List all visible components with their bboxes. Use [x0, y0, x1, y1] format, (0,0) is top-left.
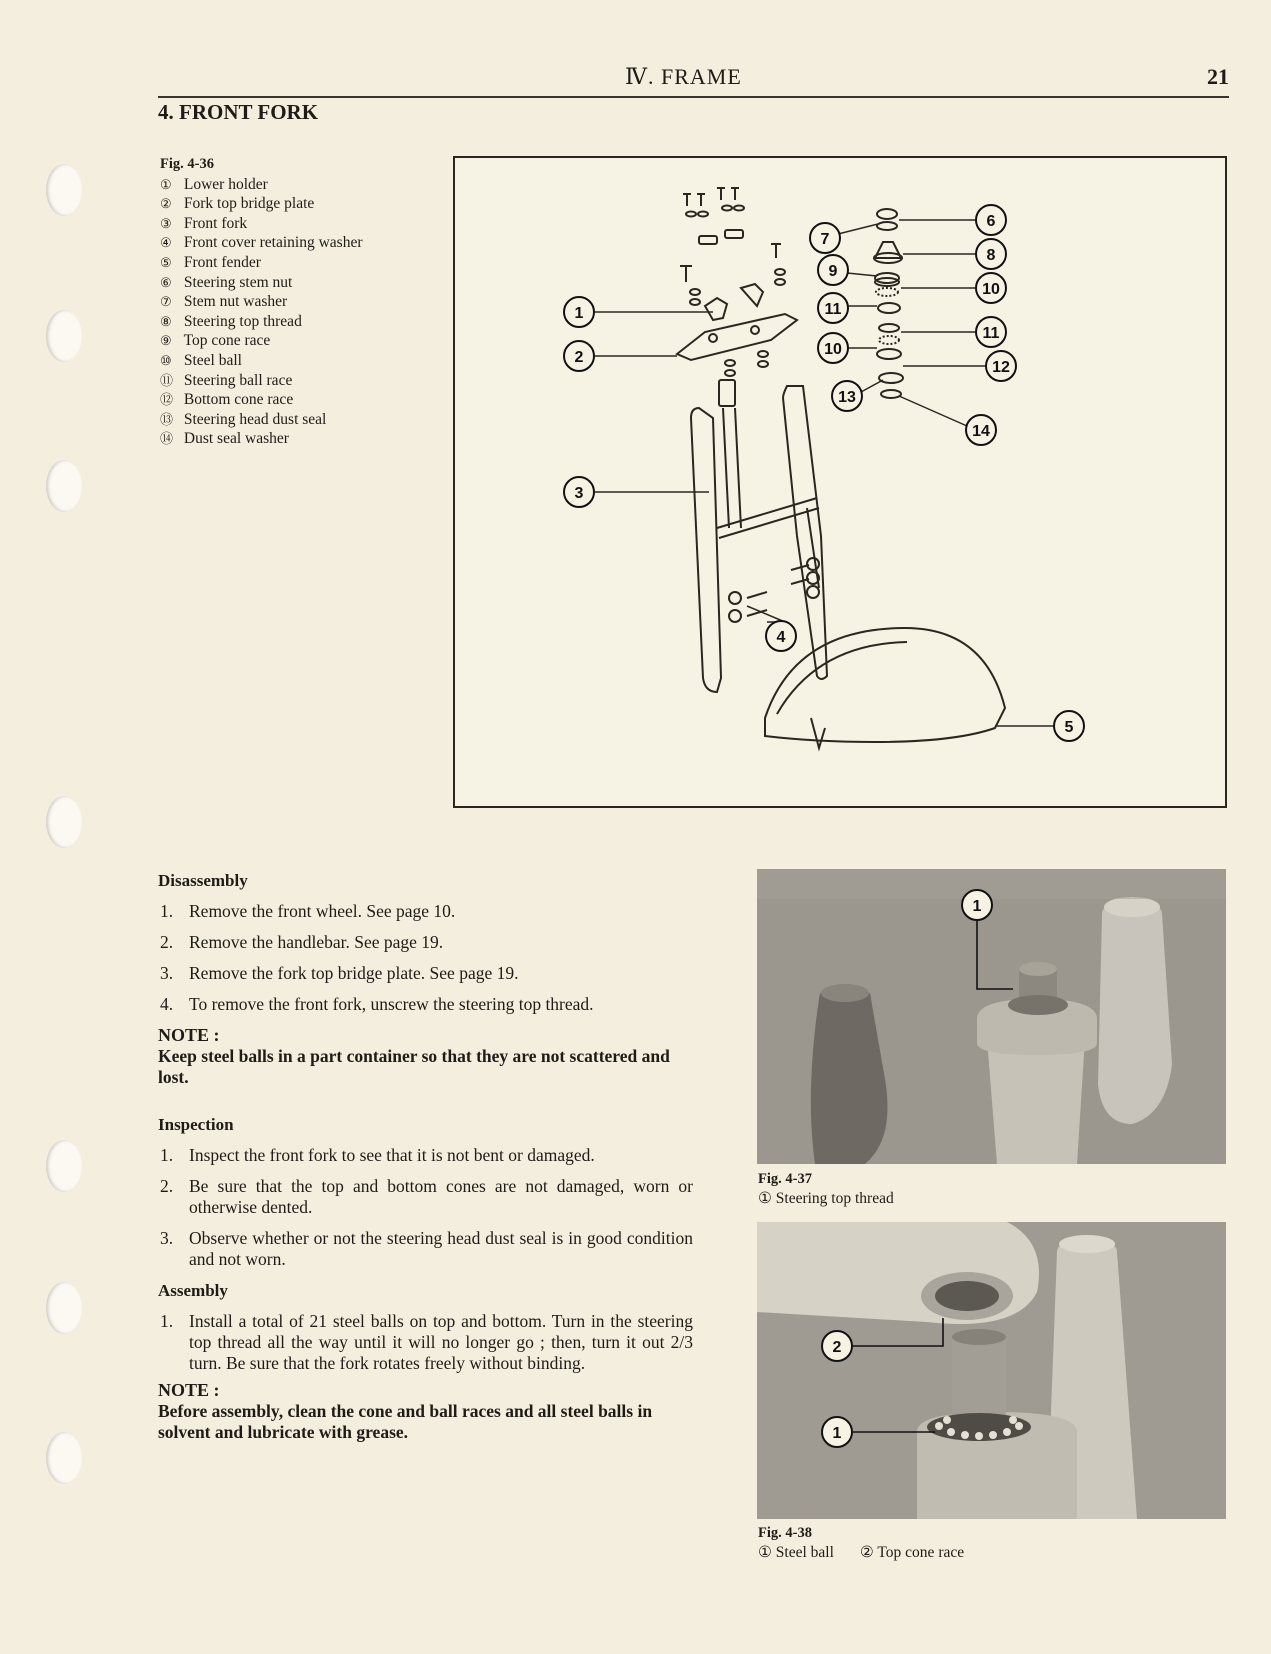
step-item	[158, 963, 693, 984]
svg-text:2: 2	[832, 1339, 842, 1356]
legend-label: Steering head dust seal	[183, 410, 327, 428]
svg-text:1: 1	[832, 1425, 842, 1442]
step-text: Be sure that the top and bottom cones are not damaged, worn or otherwise dented.	[189, 1176, 693, 1217]
legend-item	[160, 331, 363, 351]
legend-number: ⑩	[160, 352, 172, 368]
legend-number: ⑥	[160, 274, 172, 290]
svg-text:3: 3	[574, 485, 584, 502]
fig36-caption: Fig. 4-36	[160, 156, 214, 172]
legend-label: Front cover retaining washer	[183, 234, 363, 252]
svg-text:12: 12	[992, 359, 1010, 376]
legend-number: ⑬	[160, 411, 174, 427]
step-item	[158, 994, 693, 1015]
fig37-caption: Fig. 4-37	[758, 1171, 812, 1187]
legend-item	[160, 312, 363, 332]
svg-text:10: 10	[824, 341, 842, 358]
legend-label: Steel ball	[183, 351, 242, 369]
svg-text:11: 11	[982, 325, 1000, 342]
callout-number	[976, 239, 1006, 269]
step-item	[158, 1145, 693, 1166]
legend-number: ②	[160, 196, 172, 212]
legend-number: ⑪	[160, 372, 174, 388]
fig37-callout-layer	[757, 869, 1226, 1164]
legend-label: Steering stem nut	[183, 273, 293, 291]
callout-number	[818, 293, 848, 323]
callout-number	[564, 297, 594, 327]
legend-label: Steering top thread	[183, 312, 302, 330]
binder-hole	[46, 164, 82, 216]
callout-number	[822, 1417, 852, 1447]
svg-text:2: 2	[574, 349, 584, 366]
callout-number	[766, 621, 796, 651]
legend-label: Fork top bridge plate	[183, 195, 315, 213]
caption-item	[758, 1544, 834, 1561]
assembly-note-text: Before assembly, clean the cone and ball races and all steel balls in solvent and lubricate with grease.	[158, 1401, 653, 1442]
legend-item	[160, 390, 363, 410]
svg-text:1: 1	[972, 898, 982, 915]
step-item	[158, 1176, 693, 1218]
callout-number	[564, 341, 594, 371]
exploded-view-drawing	[455, 158, 1225, 806]
disassembly-note-text: Keep steel balls in a part container so that they are not scattered and lost.	[158, 1046, 670, 1087]
svg-text:11: 11	[824, 301, 842, 318]
legend-item	[160, 175, 363, 195]
svg-text:7: 7	[820, 231, 830, 248]
section-title: 4. FRONT FORK	[158, 100, 319, 124]
legend-label: Bottom cone race	[183, 391, 294, 409]
binder-hole	[46, 460, 82, 512]
binder-hole	[46, 1282, 82, 1334]
callout-number	[818, 255, 848, 285]
fig36-legend	[160, 155, 363, 449]
caption-number: ②	[859, 1544, 874, 1561]
fig38-callout-layer	[757, 1222, 1226, 1519]
callout-number	[966, 415, 996, 445]
step-text: Remove the fork top bridge plate. See page 19.	[189, 963, 519, 983]
fig37-photo	[757, 869, 1226, 1164]
legend-number: ⑤	[160, 254, 172, 270]
caption-label: Top cone race	[877, 1544, 965, 1561]
legend-item	[160, 214, 363, 234]
svg-text:5: 5	[1064, 719, 1074, 736]
step-item	[158, 1228, 693, 1270]
callout-number	[822, 1331, 852, 1361]
legend-number: ④	[160, 235, 172, 251]
svg-text:6: 6	[986, 213, 996, 230]
legend-label: Steering ball race	[183, 371, 293, 389]
fig38-caption: Fig. 4-38	[758, 1525, 812, 1541]
step-text: Install a total of 21 steel balls on top and bottom. Turn in the steering top thread all the way until it will no longer go ; then, turn it out 2/3 turn. Be sure that the fork rotates freely without binding.	[189, 1311, 693, 1373]
legend-label: Front fender	[183, 253, 261, 271]
section-header: Ⅳ. FRAME	[625, 64, 742, 89]
callout-number	[1054, 711, 1084, 741]
step-text: Remove the front wheel. See page 10.	[189, 901, 456, 921]
fig38-caption-block	[758, 1524, 964, 1562]
svg-text:8: 8	[986, 247, 996, 264]
legend-number: ⑫	[160, 392, 174, 408]
caption-label: Steering top thread	[775, 1190, 894, 1207]
step-number: 2.	[160, 1176, 174, 1196]
legend-label: Stem nut washer	[183, 293, 288, 311]
step-text: To remove the front fork, unscrew the steering top thread.	[189, 994, 594, 1014]
disassembly-section	[158, 870, 693, 1443]
disassembly-heading: Disassembly	[158, 871, 248, 890]
callout-number	[564, 477, 594, 507]
legend-item	[160, 292, 363, 312]
callout-number	[976, 317, 1006, 347]
svg-text:9: 9	[828, 263, 838, 280]
caption-number: ①	[758, 1544, 772, 1561]
legend-number: ⑨	[160, 333, 172, 349]
svg-text:14: 14	[972, 423, 990, 440]
callout-number	[986, 351, 1016, 381]
binder-hole	[46, 1140, 82, 1192]
callout-number	[818, 333, 848, 363]
legend-item	[160, 410, 363, 430]
svg-text:13: 13	[838, 389, 856, 406]
assembly-note-heading: NOTE :	[158, 1380, 220, 1400]
binder-hole	[46, 796, 82, 848]
fig38-photo	[757, 1222, 1226, 1519]
legend-item	[160, 194, 363, 214]
callout-number	[962, 890, 992, 920]
step-text: Inspect the front fork to see that it is not bent or damaged.	[189, 1145, 595, 1165]
step-number: 1.	[160, 901, 174, 921]
step-item	[158, 901, 693, 922]
inspection-heading: Inspection	[158, 1115, 234, 1134]
legend-label: Lower holder	[183, 175, 268, 193]
step-text: Observe whether or not the steering head dust seal is in good condition and not worn.	[189, 1228, 693, 1269]
legend-number: ⑧	[160, 313, 172, 329]
legend-item	[160, 233, 363, 253]
callout-number	[832, 381, 862, 411]
caption-item	[758, 1189, 894, 1208]
page-number: 21	[1207, 64, 1229, 89]
legend-item	[160, 253, 363, 273]
legend-label: Dust seal washer	[183, 430, 289, 448]
callout-group	[564, 205, 1084, 741]
binder-hole	[46, 310, 82, 362]
step-number: 3.	[160, 963, 174, 983]
caption-item	[860, 1544, 964, 1561]
legend-number: ⑦	[160, 294, 172, 310]
step-text: Remove the handlebar. See page 19.	[189, 932, 444, 952]
callout-number	[810, 223, 840, 253]
callout-number	[976, 273, 1006, 303]
step-number: 4.	[160, 994, 174, 1014]
legend-item	[160, 351, 363, 371]
step-item	[158, 932, 693, 953]
binder-hole	[46, 1432, 82, 1484]
screw-icon	[683, 188, 739, 206]
step-number: 3.	[160, 1228, 174, 1248]
legend-item	[160, 371, 363, 391]
legend-number: ③	[160, 215, 172, 231]
svg-text:4: 4	[776, 629, 786, 646]
svg-text:10: 10	[982, 281, 1000, 298]
legend-number: ⑭	[160, 431, 174, 447]
caption-number: ①	[758, 1190, 772, 1207]
legend-label: Front fork	[183, 214, 248, 232]
fig37-caption-block	[758, 1170, 894, 1208]
caption-label: Steel ball	[775, 1544, 834, 1561]
svg-text:1: 1	[574, 305, 584, 322]
callout-number	[976, 205, 1006, 235]
disassembly-note-heading: NOTE :	[158, 1025, 220, 1045]
assembly-heading: Assembly	[158, 1281, 228, 1300]
legend-item	[160, 429, 363, 449]
step-item	[158, 1311, 693, 1374]
fig36-exploded-diagram	[453, 156, 1227, 808]
legend-item	[160, 273, 363, 293]
header-rule	[158, 96, 1229, 98]
step-number: 2.	[160, 932, 174, 952]
step-number: 1.	[160, 1145, 174, 1165]
legend-label: Top cone race	[183, 332, 271, 350]
step-number: 1.	[160, 1311, 174, 1331]
legend-number: ①	[160, 176, 172, 192]
